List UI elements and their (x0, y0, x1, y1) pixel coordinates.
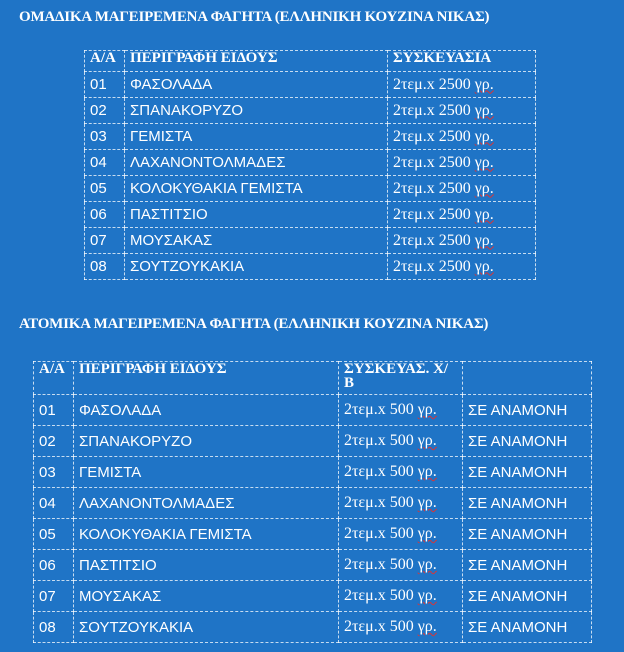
package-amount: 2τεμ.x 2500 (393, 179, 471, 197)
package-unit: γρ. (474, 257, 494, 275)
table-row (34, 581, 592, 612)
row-package (388, 228, 536, 254)
row-status: ΣΕ ΑΝΑΜΟΝΗ (463, 426, 592, 457)
row-package (388, 176, 536, 202)
package-amount: 2τεμ.x 2500 (393, 101, 471, 119)
package-amount: 2τεμ.x 2500 (393, 257, 471, 275)
row-package (339, 550, 463, 581)
package-amount: 2τεμ.x 2500 (393, 231, 471, 249)
table-row (85, 124, 536, 150)
row-status: ΣΕ ΑΝΑΜΟΝΗ (463, 519, 592, 550)
row-description: ΓΕΜΙΣΤΑ (74, 457, 339, 488)
row-description: ΣΠΑΝΑΚΟΡΥΖΟ (125, 98, 388, 124)
row-package (339, 395, 463, 426)
row-description: ΣΟΥΤΖΟΥΚΑΚΙΑ (74, 612, 339, 643)
table-row (85, 150, 536, 176)
table-header-row (85, 51, 536, 72)
row-package (339, 519, 463, 550)
row-number: 02 (34, 426, 74, 457)
row-number: 05 (34, 519, 74, 550)
table-row (34, 395, 592, 426)
col-header-package: ΣΥΣΚΕΥΑΣ. Χ/Β (339, 362, 463, 395)
row-number: 04 (85, 150, 125, 176)
section1-title: ΟΜΑΔΙΚΑ ΜΑΓΕΙΡΕΜΕΝΑ ΦΑΓΗΤΑ (ΕΛΛΗΝΙΚΗ ΚΟΥΖΙΝΑ ΝΙΚΑΣ) (19, 9, 490, 25)
section2-title: ΑΤΟΜΙΚΑ ΜΑΓΕΙΡΕΜΕΝΑ ΦΑΓΗΤΑ (ΕΛΛΗΝΙΚΗ ΚΟΥΖΙΝΑ ΝΙΚΑΣ) (19, 316, 489, 332)
row-package (388, 202, 536, 228)
row-package (388, 124, 536, 150)
row-number: 07 (85, 228, 125, 254)
table-row (85, 98, 536, 124)
package-unit: γρ. (417, 463, 437, 480)
row-description: ΣΟΥΤΖΟΥΚΑΚΙΑ (125, 254, 388, 280)
col-header-description: ΠΕΡΙΓΡΑΦΗ ΕΙΔΟΥΣ (125, 51, 388, 72)
row-status: ΣΕ ΑΝΑΜΟΝΗ (463, 581, 592, 612)
package-unit: γρ. (474, 231, 494, 249)
row-description: ΜΟΥΣΑΚΑΣ (74, 581, 339, 612)
group-meals-table (84, 50, 536, 280)
row-status: ΣΕ ΑΝΑΜΟΝΗ (463, 457, 592, 488)
package-unit: γρ. (417, 525, 437, 542)
individual-meals-table (33, 361, 592, 643)
row-description: ΠΑΣΤΙΤΣΙΟ (74, 550, 339, 581)
row-package (339, 426, 463, 457)
package-amount: 2τεμ.x 2500 (393, 75, 471, 93)
row-description: ΛΑΧΑΝΟΝΤΟΛΜΑΔΕΣ (125, 150, 388, 176)
table-row (85, 254, 536, 280)
row-package (388, 254, 536, 280)
row-number: 02 (85, 98, 125, 124)
row-status: ΣΕ ΑΝΑΜΟΝΗ (463, 488, 592, 519)
package-amount: 2τεμ.x 500 (344, 556, 414, 573)
row-description: ΦΑΣΟΛΑΔΑ (74, 395, 339, 426)
row-package (388, 150, 536, 176)
col-header-package: ΣΥΣΚΕΥΑΣΙΑ (388, 51, 536, 72)
col-header-number: Α/Α (85, 51, 125, 72)
row-status: ΣΕ ΑΝΑΜΟΝΗ (463, 395, 592, 426)
package-amount: 2τεμ.x 500 (344, 463, 414, 480)
row-package (388, 72, 536, 98)
package-unit: γρ. (474, 153, 494, 171)
table-row (34, 457, 592, 488)
package-amount: 2τεμ.x 500 (344, 432, 414, 449)
table-row (34, 550, 592, 581)
row-description: ΜΟΥΣΑΚΑΣ (125, 228, 388, 254)
package-amount: 2τεμ.x 500 (344, 587, 414, 604)
package-unit: γρ. (417, 432, 437, 449)
row-description: ΠΑΣΤΙΤΣΙΟ (125, 202, 388, 228)
col-header-number: Α/Α (34, 362, 74, 395)
table-row (34, 426, 592, 457)
row-number: 03 (34, 457, 74, 488)
row-description: ΚΟΛΟΚΥΘΑΚΙΑ ΓΕΜΙΣΤΑ (125, 176, 388, 202)
table-header-row (34, 362, 592, 395)
package-amount: 2τεμ.x 500 (344, 525, 414, 542)
row-status: ΣΕ ΑΝΑΜΟΝΗ (463, 612, 592, 643)
package-unit: γρ. (474, 205, 494, 223)
package-amount: 2τεμ.x 2500 (393, 205, 471, 223)
row-number: 03 (85, 124, 125, 150)
table-row (85, 228, 536, 254)
col-header-status (463, 362, 592, 395)
row-description: ΦΑΣΟΛΑΔΑ (125, 72, 388, 98)
table-row (34, 519, 592, 550)
row-description: ΓΕΜΙΣΤΑ (125, 124, 388, 150)
row-number: 01 (85, 72, 125, 98)
table-row (34, 488, 592, 519)
row-number: 04 (34, 488, 74, 519)
package-unit: γρ. (474, 101, 494, 119)
row-number: 08 (34, 612, 74, 643)
package-unit: γρ. (417, 556, 437, 573)
row-status: ΣΕ ΑΝΑΜΟΝΗ (463, 550, 592, 581)
package-unit: γρ. (417, 618, 437, 635)
package-amount: 2τεμ.x 2500 (393, 153, 471, 171)
row-description: ΚΟΛΟΚΥΘΑΚΙΑ ΓΕΜΙΣΤΑ (74, 519, 339, 550)
table-row (85, 202, 536, 228)
package-amount: 2τεμ.x 500 (344, 494, 414, 511)
col-header-description: ΠΕΡΙΓΡΑΦΗ ΕΙΔΟΥΣ (74, 362, 339, 395)
row-package (339, 581, 463, 612)
row-description: ΛΑΧΑΝΟΝΤΟΛΜΑΔΕΣ (74, 488, 339, 519)
row-number: 06 (85, 202, 125, 228)
row-description: ΣΠΑΝΑΚΟΡΥΖΟ (74, 426, 339, 457)
row-package (339, 488, 463, 519)
package-unit: γρ. (417, 587, 437, 604)
package-amount: 2τεμ.x 500 (344, 401, 414, 418)
row-package (339, 612, 463, 643)
row-package (339, 457, 463, 488)
row-number: 01 (34, 395, 74, 426)
row-number: 08 (85, 254, 125, 280)
package-unit: γρ. (474, 75, 494, 93)
package-amount: 2τεμ.x 500 (344, 618, 414, 635)
table-row (85, 176, 536, 202)
table-row (85, 72, 536, 98)
package-unit: γρ. (474, 179, 494, 197)
table-row (34, 612, 592, 643)
package-unit: γρ. (417, 401, 437, 418)
row-number: 07 (34, 581, 74, 612)
package-unit: γρ. (474, 127, 494, 145)
package-amount: 2τεμ.x 2500 (393, 127, 471, 145)
package-unit: γρ. (417, 494, 437, 511)
row-number: 05 (85, 176, 125, 202)
row-number: 06 (34, 550, 74, 581)
row-package (388, 98, 536, 124)
